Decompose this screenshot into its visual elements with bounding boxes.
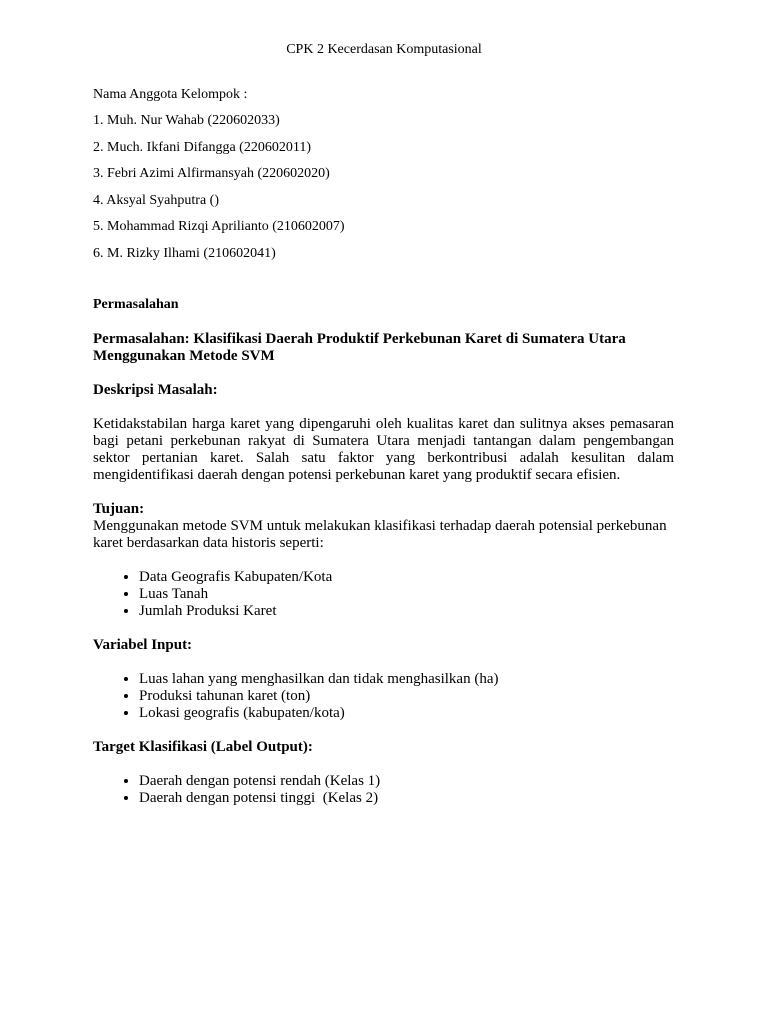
members-title: Nama Anggota Kelompok : — [93, 87, 248, 102]
member-item: 5. Mohammad Rizqi Aprilianto (210602007) — [93, 219, 345, 234]
goal-list-item: • Luas Tanah — [139, 586, 674, 603]
member-item: 6. M. Rizky Ilhami (210602041) — [93, 245, 276, 261]
problem-content — [93, 331, 674, 824]
goal-heading: Tujuan: — [93, 501, 145, 517]
description-text: Ketidakstabilan harga karet yang dipengaruhi oleh kualitas karet dan sulitnya akses pemasaran bagi petani perkebunan rakyat di Sumatera Utara menjadi tantangan dalam pengembangan sektor pertanian karet. Salah satu faktor yang berkontribusi adalah kesulitan dalam mengidentifikasi daerah dengan potensi perkebunan karet yang produktif secara efisien. — [93, 416, 674, 483]
input-list-item: • Luas lahan yang menghasilkan dan tidak menghasilkan (ha) — [139, 671, 674, 688]
goal-list-item: • Jumlah Produksi Karet — [139, 603, 674, 620]
members-list — [93, 113, 345, 272]
member-item: 3. Febri Azimi Alfirmansyah (220602020) — [93, 166, 330, 181]
member-item: 1. Muh. Nur Wahab (220602033) — [93, 113, 280, 128]
input-list-item: • Produksi tahunan karet (ton) — [139, 688, 674, 705]
input-heading: Variabel Input: — [93, 637, 193, 653]
section-label: Permasalahan — [93, 297, 179, 312]
problem-heading: Permasalahan: Klasifikasi Daerah Produktif Perkebunan Karet di Sumatera Utara Menggunakan Metode SVM — [93, 331, 626, 364]
input-list — [93, 671, 674, 722]
member-item: 2. Much. Ikfani Difangga (220602011) — [93, 139, 311, 155]
target-list-item: • Daerah dengan potensi tinggi (Kelas 2) — [139, 790, 674, 807]
goal-block — [93, 501, 674, 552]
target-list-item: • Daerah dengan potensi rendah (Kelas 1) — [139, 773, 674, 790]
input-list-item: • Lokasi geografis (kabupaten/kota) — [139, 705, 674, 722]
target-heading: Target Klasifikasi (Label Output): — [93, 739, 313, 755]
goal-list — [93, 569, 674, 620]
goal-list-item: • Data Geografis Kabupaten/Kota — [139, 569, 674, 586]
member-item: 4. Aksyal Syahputra () — [93, 192, 219, 208]
page-header: CPK 2 Kecerdasan Komputasional — [286, 42, 482, 57]
target-list — [93, 773, 674, 807]
description-heading: Deskripsi Masalah: — [93, 382, 218, 398]
goal-text: Menggunakan metode SVM untuk melakukan klasifikasi terhadap daerah potensial perkebunan karet berdasarkan data historis seperti: — [93, 518, 667, 551]
